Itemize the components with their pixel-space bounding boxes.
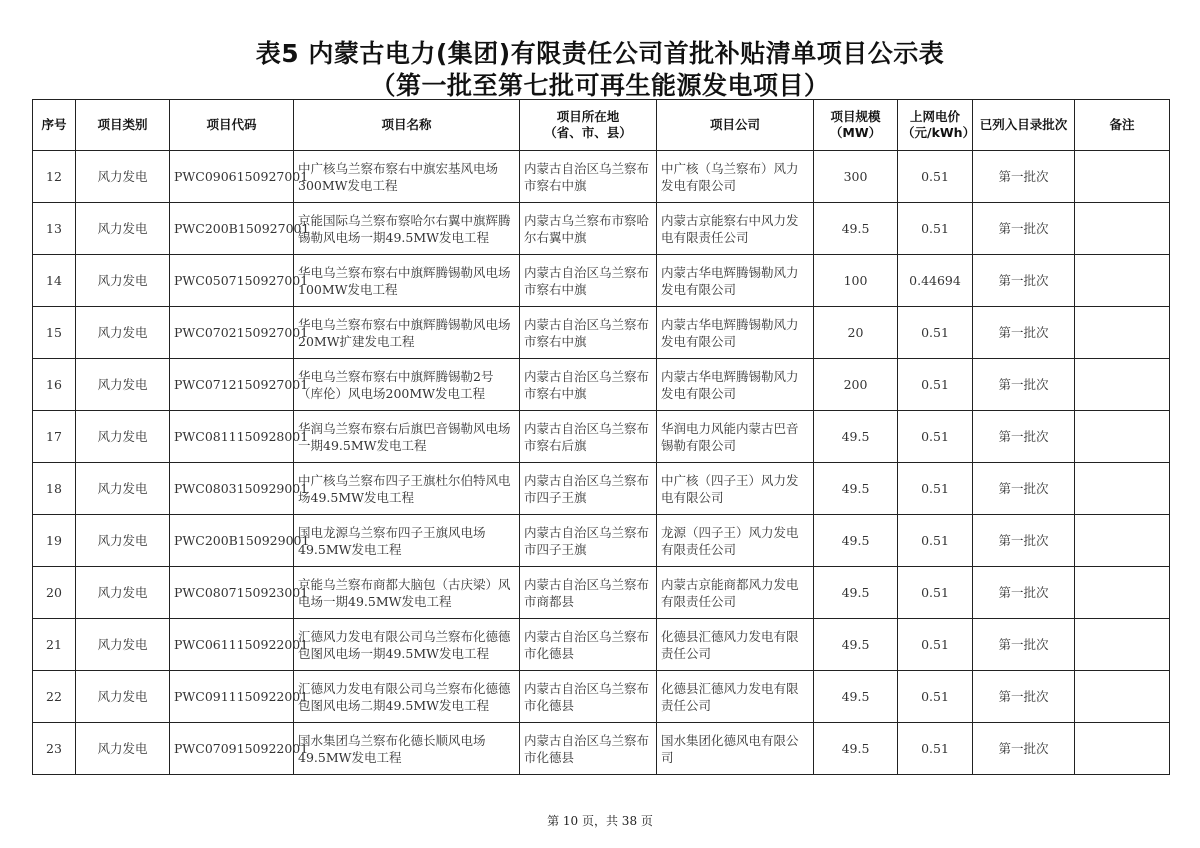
cell-location: 内蒙古自治区乌兰察布市商都县: [520, 567, 657, 619]
cell-location: 内蒙古自治区乌兰察布市化德县: [520, 723, 657, 775]
table-row: [33, 463, 1170, 515]
cell-remark: [1075, 619, 1170, 671]
cell-category: 风力发电: [76, 359, 170, 411]
cell-batch: 第一批次: [973, 359, 1075, 411]
cell-location: 内蒙古自治区乌兰察布市化德县: [520, 671, 657, 723]
cell-name: 华电乌兰察布察右中旗辉腾锡勒风电场20MW扩建发电工程: [294, 307, 520, 359]
table-row: [33, 359, 1170, 411]
header-scale-line1: 项目规模: [830, 109, 881, 124]
header-seq: 序号: [33, 100, 76, 151]
cell-seq: 23: [33, 723, 76, 775]
cell-name: 汇德风力发电有限公司乌兰察布化德德包图风电场二期49.5MW发电工程: [294, 671, 520, 723]
cell-company: 内蒙古华电辉腾锡勒风力发电有限公司: [657, 359, 814, 411]
cell-company: 化德县汇德风力发电有限责任公司: [657, 619, 814, 671]
header-remark: 备注: [1075, 100, 1170, 151]
cell-scale: 49.5: [814, 463, 898, 515]
cell-price: 0.51: [898, 723, 973, 775]
table-body: [33, 151, 1170, 775]
header-scale-line2: （MW）: [829, 125, 882, 140]
cell-location: 内蒙古自治区乌兰察布市四子王旗: [520, 515, 657, 567]
cell-scale: 49.5: [814, 203, 898, 255]
cell-batch: 第一批次: [973, 671, 1075, 723]
header-price: [898, 100, 976, 151]
cell-seq: 16: [33, 359, 76, 411]
cell-name: 华润乌兰察布察右后旗巴音锡勒风电场一期49.5MW发电工程: [294, 411, 520, 463]
cell-remark: [1075, 307, 1170, 359]
cell-batch: 第一批次: [973, 411, 1075, 463]
cell-code: PWC0611150922001: [170, 619, 294, 671]
cell-company: 化德县汇德风力发电有限责任公司: [657, 671, 814, 723]
cell-scale: 300: [814, 151, 898, 203]
cell-price: 0.51: [898, 203, 973, 255]
table-row: [33, 723, 1170, 775]
header-batch: 已列入目录批次: [973, 100, 1075, 151]
cell-location: 内蒙古自治区乌兰察布市察右中旗: [520, 359, 657, 411]
header-price-line2: （元/kWh）: [902, 125, 976, 140]
cell-scale: 49.5: [814, 567, 898, 619]
cell-batch: 第一批次: [973, 203, 1075, 255]
cell-remark: [1075, 671, 1170, 723]
table-row: [33, 567, 1170, 619]
cell-batch: 第一批次: [973, 255, 1075, 307]
cell-code: PWC200B150927001: [170, 203, 294, 255]
cell-scale: 49.5: [814, 411, 898, 463]
cell-category: 风力发电: [76, 567, 170, 619]
cell-scale: 200: [814, 359, 898, 411]
cell-seq: 19: [33, 515, 76, 567]
cell-company: 华润电力风能内蒙古巴音锡勒有限公司: [657, 411, 814, 463]
cell-company: 内蒙古京能商都风力发电有限责任公司: [657, 567, 814, 619]
cell-location: 内蒙古自治区乌兰察布市四子王旗: [520, 463, 657, 515]
cell-category: 风力发电: [76, 515, 170, 567]
cell-seq: 13: [33, 203, 76, 255]
cell-price: 0.51: [898, 671, 973, 723]
cell-code: PWC0803150929001: [170, 463, 294, 515]
document-subtitle: （第一批至第七批可再生能源发电项目）: [370, 71, 830, 100]
cell-name: 国水集团乌兰察布化德长顺风电场49.5MW发电工程: [294, 723, 520, 775]
cell-batch: 第一批次: [973, 307, 1075, 359]
table-row: [33, 671, 1170, 723]
cell-category: 风力发电: [76, 255, 170, 307]
cell-price: 0.51: [898, 359, 973, 411]
cell-location: 内蒙古自治区乌兰察布市察右中旗: [520, 151, 657, 203]
table-row: [33, 203, 1170, 255]
table-row: [33, 411, 1170, 463]
header-name: 项目名称: [294, 100, 520, 151]
cell-location: 内蒙古自治区乌兰察布市察右中旗: [520, 255, 657, 307]
cell-price: 0.51: [898, 515, 973, 567]
cell-price: 0.51: [898, 411, 973, 463]
cell-location: 内蒙古乌兰察布市察哈尔右翼中旗: [520, 203, 657, 255]
cell-category: 风力发电: [76, 203, 170, 255]
cell-batch: 第一批次: [973, 151, 1075, 203]
cell-price: 0.51: [898, 151, 973, 203]
cell-remark: [1075, 359, 1170, 411]
cell-code: PWC0807150923001: [170, 567, 294, 619]
cell-code: PWC0811150928001: [170, 411, 294, 463]
table-row: [33, 255, 1170, 307]
cell-batch: 第一批次: [973, 723, 1075, 775]
cell-name: 中广核乌兰察布察右中旗宏基风电场300MW发电工程: [294, 151, 520, 203]
cell-seq: 14: [33, 255, 76, 307]
table-row: [33, 151, 1170, 203]
cell-remark: [1075, 567, 1170, 619]
header-company: 项目公司: [657, 100, 814, 151]
header-scale: [814, 100, 898, 151]
cell-batch: 第一批次: [973, 463, 1075, 515]
cell-price: 0.51: [898, 307, 973, 359]
header-category: 项目类别: [76, 100, 170, 151]
cell-remark: [1075, 463, 1170, 515]
cell-remark: [1075, 151, 1170, 203]
cell-price: 0.44694: [898, 255, 973, 307]
cell-scale: 100: [814, 255, 898, 307]
cell-name: 京能乌兰察布商都大脑包（古庆梁）风电场一期49.5MW发电工程: [294, 567, 520, 619]
header-price-line1: 上网电价: [909, 109, 960, 124]
page-footer: 第 10 页，共 38 页: [547, 814, 653, 828]
cell-scale: 49.5: [814, 619, 898, 671]
cell-seq: 21: [33, 619, 76, 671]
cell-company: 内蒙古京能察右中风力发电有限责任公司: [657, 203, 814, 255]
cell-batch: 第一批次: [973, 515, 1075, 567]
cell-category: 风力发电: [76, 671, 170, 723]
cell-scale: 49.5: [814, 671, 898, 723]
cell-company: 中广核（四子王）风力发电有限公司: [657, 463, 814, 515]
cell-code: PWC200B150929001: [170, 515, 294, 567]
cell-remark: [1075, 203, 1170, 255]
cell-code: PWC0507150927001: [170, 255, 294, 307]
cell-name: 京能国际乌兰察布察哈尔右翼中旗辉腾锡勒风电场一期49.5MW发电工程: [294, 203, 520, 255]
cell-seq: 18: [33, 463, 76, 515]
cell-code: PWC0709150922001: [170, 723, 294, 775]
cell-seq: 20: [33, 567, 76, 619]
cell-scale: 49.5: [814, 515, 898, 567]
cell-price: 0.51: [898, 567, 973, 619]
cell-company: 内蒙古华电辉腾锡勒风力发电有限公司: [657, 307, 814, 359]
cell-category: 风力发电: [76, 411, 170, 463]
table-header-row: [33, 100, 1170, 151]
cell-seq: 12: [33, 151, 76, 203]
cell-name: 国电龙源乌兰察布四子王旗风电场49.5MW发电工程: [294, 515, 520, 567]
cell-batch: 第一批次: [973, 567, 1075, 619]
table-row: [33, 619, 1170, 671]
cell-category: 风力发电: [76, 463, 170, 515]
cell-location: 内蒙古自治区乌兰察布市化德县: [520, 619, 657, 671]
cell-company: 内蒙古华电辉腾锡勒风力发电有限公司: [657, 255, 814, 307]
cell-seq: 17: [33, 411, 76, 463]
cell-remark: [1075, 255, 1170, 307]
cell-name: 汇德风力发电有限公司乌兰察布化德德包图风电场一期49.5MW发电工程: [294, 619, 520, 671]
cell-scale: 49.5: [814, 723, 898, 775]
header-location-line1: 项目所在地: [556, 109, 620, 124]
cell-scale: 20: [814, 307, 898, 359]
cell-code: PWC0702150927001: [170, 307, 294, 359]
cell-remark: [1075, 411, 1170, 463]
cell-code: PWC0911150922001: [170, 671, 294, 723]
cell-location: 内蒙古自治区乌兰察布市察右后旗: [520, 411, 657, 463]
cell-location: 内蒙古自治区乌兰察布市察右中旗: [520, 307, 657, 359]
cell-remark: [1075, 515, 1170, 567]
cell-price: 0.51: [898, 463, 973, 515]
cell-seq: 15: [33, 307, 76, 359]
project-table: [32, 99, 1170, 775]
cell-category: 风力发电: [76, 723, 170, 775]
cell-category: 风力发电: [76, 307, 170, 359]
header-location-line2: （省、市、县）: [544, 125, 632, 140]
cell-seq: 22: [33, 671, 76, 723]
cell-name: 华电乌兰察布察右中旗辉腾锡勒2号（库伦）风电场200MW发电工程: [294, 359, 520, 411]
cell-batch: 第一批次: [973, 619, 1075, 671]
table-row: [33, 307, 1170, 359]
cell-category: 风力发电: [76, 151, 170, 203]
cell-company: 国水集团化德风电有限公司: [657, 723, 814, 775]
cell-name: 中广核乌兰察布四子王旗杜尔伯特风电场49.5MW发电工程: [294, 463, 520, 515]
header-code: 项目代码: [170, 100, 294, 151]
header-location: [520, 100, 657, 151]
document-title: 表5 内蒙古电力(集团)有限责任公司首批补贴清单项目公示表: [255, 39, 945, 68]
cell-code: PWC0906150927001: [170, 151, 294, 203]
table-row: [33, 515, 1170, 567]
cell-price: 0.51: [898, 619, 973, 671]
cell-company: 中广核（乌兰察布）风力发电有限公司: [657, 151, 814, 203]
cell-company: 龙源（四子王）风力发电有限责任公司: [657, 515, 814, 567]
cell-code: PWC0712150927001: [170, 359, 294, 411]
cell-name: 华电乌兰察布察右中旗辉腾锡勒风电场100MW发电工程: [294, 255, 520, 307]
cell-remark: [1075, 723, 1170, 775]
cell-category: 风力发电: [76, 619, 170, 671]
